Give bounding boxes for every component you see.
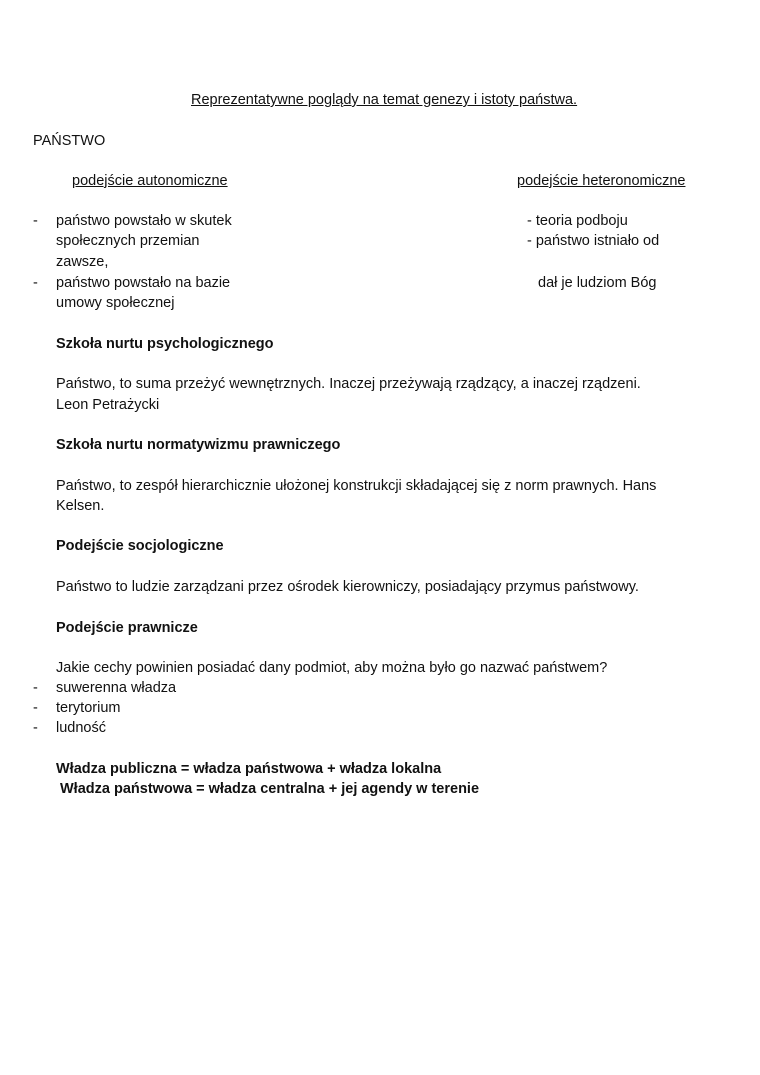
equation-state-authority: Władza państwowa = władza centralna + jej agendy w terenie (60, 781, 480, 797)
section-heading-legal: Podejście prawnicze (56, 620, 198, 636)
list-item-line: dał je ludziom Bóg (538, 275, 657, 291)
list-item-line: umowy społecznej (56, 295, 175, 311)
section-heading-normativism: Szkoła nurtu normatywizmu prawniczego (56, 437, 341, 453)
paragraph-line: Kelsen. (56, 498, 105, 514)
list-item-line: - państwo istniało od (527, 233, 660, 249)
list-marker: - (33, 700, 38, 716)
list-item-line: państwo powstało na bazie (56, 275, 231, 291)
right-column-heading: podejście heteronomiczne (517, 173, 686, 189)
paragraph-line: Jakie cechy powinien posiadać dany podmiot, aby można było go nazwać państwem? (56, 660, 608, 676)
section-heading-psychological: Szkoła nurtu psychologicznego (56, 336, 274, 352)
list-marker: - (33, 680, 38, 696)
paragraph-line: Państwo, to zespół hierarchicznie ułożonej konstrukcji składającej się z norm prawnych. Hans (56, 478, 657, 494)
list-item: suwerenna władza (56, 680, 177, 696)
equation-public-authority: Władza publiczna = władza państwowa + władza lokalna (56, 761, 442, 777)
list-item: ludność (56, 720, 106, 736)
document-title: Reprezentatywne poglądy na temat genezy i istoty państwa. (191, 92, 578, 108)
paragraph-line: Leon Petrażycki (56, 397, 160, 413)
section-heading-sociological: Podejście socjologiczne (56, 538, 224, 554)
list-item-line: państwo powstało w skutek (56, 213, 232, 229)
left-column-heading: podejście autonomiczne (72, 173, 228, 189)
section-heading: PAŃSTWO (33, 133, 106, 149)
list-marker: - (33, 213, 38, 229)
list-item-line: zawsze, (56, 254, 109, 270)
list-marker: - (33, 720, 38, 736)
list-item-line: społecznych przemian (56, 233, 200, 249)
list-marker: - (33, 275, 38, 291)
list-item-line: - teoria podboju (527, 213, 628, 229)
paragraph-line: Państwo, to suma przeżyć wewnętrznych. Inaczej przeżywają rządzący, a inaczej rządzeni. (56, 376, 641, 392)
paragraph-line: Państwo to ludzie zarządzani przez ośrodek kierowniczy, posiadający przymus państwowy. (56, 579, 639, 595)
list-item: terytorium (56, 700, 121, 716)
